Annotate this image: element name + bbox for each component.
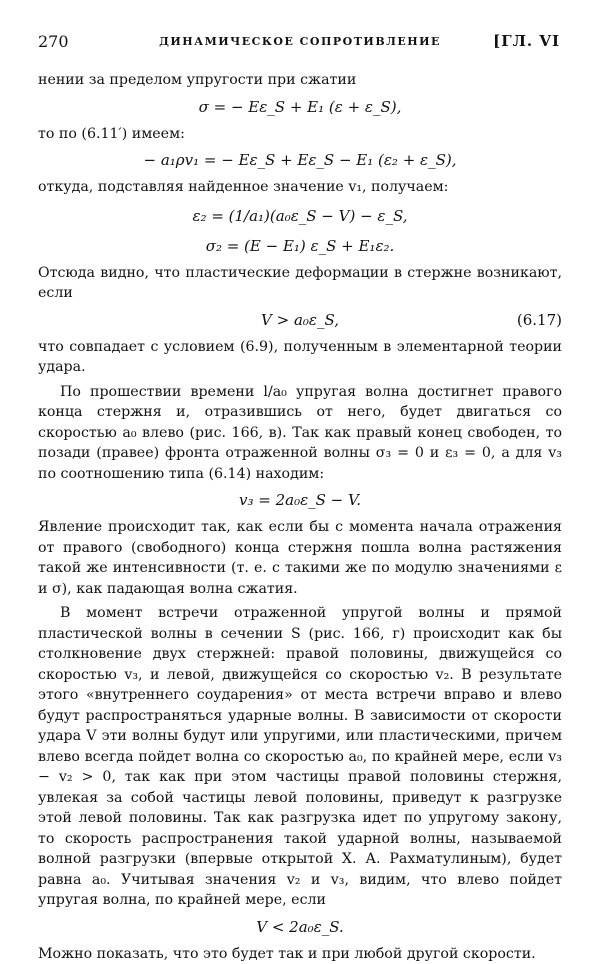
equation-6-17 bbox=[38, 309, 562, 331]
equation: V < 2a₀ε_S. bbox=[38, 916, 562, 938]
paragraph: По прошествии времени l/a₀ упругая волна достигнет правого конца стержня и, отразившись от него, будет двигаться со скоростью a₀ влево (рис. 166, в). Так как правый конец свободен, то позади (правее) фронта отраженной волны σ₃ = 0 и ε₃ = 0, а для v₃ по соотношению типа (6.14) находим: bbox=[38, 382, 562, 485]
paragraph: В момент встречи отраженной упругой волны и прямой пластической волны в сечении S (рис. 166, г) происходит как бы столкновение двух стержней: правой половины, движущейся со скоростью v₃, и левой, движущейся со скоростью v₂. В результате этого «внутреннего соударения» от места встречи вправо и влево будут распространяться ударные волны. В зависимости от скорости удара V эти волны будут или упругими, или пластическими, причем влево всегда пойдет волна со скоростью a₀, по крайней мере, если v₃ − v₂ > 0, так как при этом частицы правой половины стержня, увлекая за собой частицы левой половины, приведут к разгрузке этой левой половины. Так как разгрузка идет по упругому закону, то скорость распространения такой ударной волны, называемой волной разгрузки (впервые открытой Х. А. Рахматулиным), будет равна a₀. Учитывая значения v₂ и v₃, видим, что влево пойдет упругая волна, по крайней мере, если bbox=[38, 603, 562, 911]
running-title: ДИНАМИЧЕСКОЕ СОПРОТИВЛЕНИЕ bbox=[0, 35, 600, 48]
equation-body: V > a₀ε_S, bbox=[261, 311, 339, 329]
equation-number: (6.17) bbox=[517, 309, 562, 331]
equation: σ₂ = (E − E₁) ε_S + E₁ε₂. bbox=[38, 235, 562, 257]
paragraph: Явление происходит так, как если бы с момента начала отражения от правого (свободного) конца стержня пошла волна растяжения такой же интенсивности (т. е. с такими же по модулю значениями ε и σ), как падающая волна сжатия. bbox=[38, 517, 562, 599]
equation: v₃ = 2a₀ε_S − V. bbox=[38, 489, 562, 511]
page-body bbox=[38, 70, 562, 964]
text-line: то по (6.11′) имеем: bbox=[38, 124, 562, 145]
paragraph: Отсюда видно, что пластические деформации в стержне возникают, если bbox=[38, 263, 562, 304]
equation: ε₂ = (1/a₁)(a₀ε_S − V) − ε_S, bbox=[38, 203, 562, 229]
equation: σ = − Eε_S + E₁ (ε + ε_S), bbox=[38, 96, 562, 118]
page-number: 270 bbox=[38, 32, 69, 51]
chapter-reference: [ГЛ. VI bbox=[493, 32, 560, 50]
equation: − a₁ρv₁ = − Eε_S + Eε_S − E₁ (ε₂ + ε_S), bbox=[38, 149, 562, 171]
page-header bbox=[0, 32, 600, 56]
paragraph: Можно показать, что это будет так и при любой другой скорости. bbox=[38, 944, 562, 964]
text-line: нении за пределом упругости при сжатии bbox=[38, 70, 562, 91]
paragraph: что совпадает с условием (6.9), полученным в элементарной теории удара. bbox=[38, 337, 562, 378]
text-line: откуда, подставляя найденное значение v₁, получаем: bbox=[38, 177, 562, 198]
